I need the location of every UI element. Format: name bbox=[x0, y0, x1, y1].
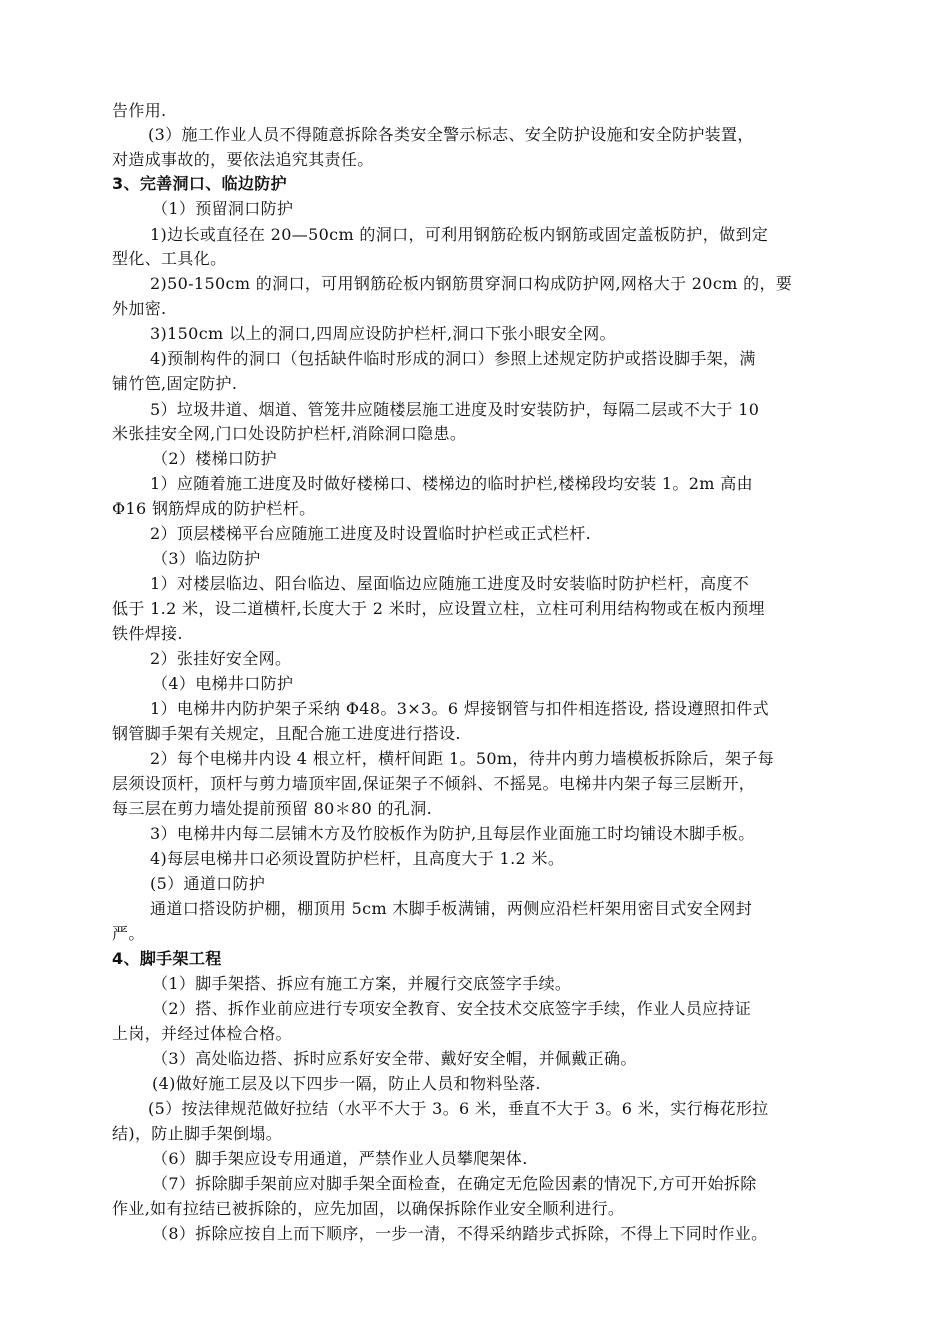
text-line: （7）拆除脚手架前应对脚手架全面检查，在确定无危险因素的情况下,方可开始拆除 bbox=[152, 1174, 757, 1193]
text-line: 2)50-150cm 的洞口，可用钢筋砼板内钢筋贯穿洞口构成防护网,网格大于 20cm 的，要 bbox=[150, 274, 793, 293]
text-line: 2）顶层楼梯平台应随施工进度及时设置临时护栏或正式栏杆. bbox=[150, 524, 592, 543]
text-line: 5）垃圾井道、烟道、管笼井应随楼层施工进度及时安装防护，每隔二层或不大于 10 bbox=[150, 400, 760, 419]
text-line: 3)150cm 以上的洞口,四周应设防护栏杆,洞口下张小眼安全网。 bbox=[150, 324, 616, 343]
text-line: 米张挂安全网,门口处设防护栏杆,消除洞口隐患。 bbox=[112, 424, 467, 443]
text-line: (3）施工作业人员不得随意拆除各类安全警示标志、安全防护设施和安全防护装置， bbox=[148, 125, 754, 144]
text-line: 铺竹笆,固定防护. bbox=[112, 374, 238, 393]
text-line: 作业,如有拉结已被拆除的，应先加固，以确保拆除作业安全顺利进行。 bbox=[112, 1199, 625, 1218]
text-line: 2）每个电梯井内设 4 根立杆，横杆间距 1。50m，待井内剪力墙模板拆除后，架子每 bbox=[150, 749, 775, 768]
text-line: Φ16 钢筋焊成的防护栏杆。 bbox=[112, 499, 316, 518]
text-line: 结)，防止脚手架倒塌。 bbox=[112, 1124, 283, 1143]
text-line: 钢管脚手架有关规定，且配合施工进度进行搭设. bbox=[112, 724, 461, 743]
subsection-heading: (5）通道口防护 bbox=[150, 874, 266, 893]
text-line: （8）拆除应按自上而下顺序，一步一清，不得采纳踏步式拆除，不得上下同时作业。 bbox=[152, 1224, 768, 1243]
subsection-heading: （1）预留洞口防护 bbox=[152, 199, 294, 218]
text-line: 4)每层电梯井口必须设置防护栏杆，且高度大于 1.2 米。 bbox=[150, 849, 565, 868]
text-line: 通道口搭设防护棚，棚顶用 5cm 木脚手板满铺，两侧应沿栏杆架用密目式安全网封 bbox=[150, 899, 753, 918]
text-line: （2）搭、拆作业前应进行专项安全教育、安全技术交底签字手续，作业人员应持证 bbox=[152, 999, 752, 1018]
text-line: 2）张挂好安全网。 bbox=[150, 649, 292, 668]
subsection-heading: （3）临边防护 bbox=[152, 549, 261, 568]
text-line: 1)边长或直径在 20—50cm 的洞口，可利用钢筋砼板内钢筋或固定盖板防护，做到定 bbox=[150, 225, 769, 244]
text-line: 每三层在剪力墙处提前预留 80＊80 的孔洞. bbox=[112, 799, 433, 818]
text-line: 4)预制构件的洞口（包括缺件临时形成的洞口）参照上述规定防护或搭设脚手架，满 bbox=[150, 349, 756, 368]
text-line: 1）电梯井内防护架子采纳 Φ48。3×3。6 焊接钢管与扣件相连搭设, 搭设遵照扣件式 bbox=[150, 699, 769, 718]
text-line: 1）应随着施工进度及时做好楼梯口、楼梯边的临时护栏,楼梯段均安装 1。2m 高由 bbox=[150, 474, 753, 493]
text-line: 对造成事故的，要依法追究其责任。 bbox=[112, 150, 374, 169]
subsection-heading: （2）楼梯口防护 bbox=[152, 449, 277, 468]
text-line: 低于 1.2 米，设二道横杆,长度大于 2 米时，应设置立柱，立柱可利用结构物或在板内预埋 bbox=[112, 599, 765, 618]
text-line: 型化、工具化。 bbox=[112, 249, 227, 268]
text-line: 1）对楼层临边、阳台临边、屋面临边应随施工进度及时安装临时防护栏杆，高度不 bbox=[150, 574, 750, 593]
section-heading: 3、完善洞口、临边防护 bbox=[112, 174, 287, 193]
text-line: 外加密. bbox=[112, 299, 167, 318]
text-line: （6）脚手架应设专用通道，严禁作业人员攀爬架体. bbox=[152, 1149, 528, 1168]
text-line: 告作用. bbox=[112, 101, 167, 120]
text-line: 3）电梯井内每二层铺木方及竹胶板作为防护,且每层作业面施工时均铺设木脚手板。 bbox=[150, 824, 755, 843]
text-line: （1）脚手架搭、拆应有施工方案，并履行交底签字手续。 bbox=[152, 974, 572, 993]
section-heading: 4、脚手架工程 bbox=[112, 949, 222, 968]
text-line: (5）按法律规范做好拉结（水平不大于 3。6 米，垂直不大于 3。6 米，实行梅花形拉 bbox=[148, 1099, 769, 1118]
text-line: 严。 bbox=[112, 924, 145, 943]
text-line: （3）高处临边搭、拆时应系好安全带、戴好安全帽，并佩戴正确。 bbox=[152, 1049, 637, 1068]
text-line: 上岗，并经过体检合格。 bbox=[112, 1024, 292, 1043]
text-line: 铁件焊接. bbox=[112, 624, 183, 643]
subsection-heading: （4）电梯井口防护 bbox=[152, 674, 294, 693]
text-line: 层须设顶杆，顶杆与剪力墙顶牢固,保证架子不倾斜、不摇晃。电梯井内架子每三层断开， bbox=[112, 774, 756, 793]
text-line: (4)做好施工层及以下四步一隔，防止人员和物料坠落. bbox=[152, 1074, 541, 1093]
